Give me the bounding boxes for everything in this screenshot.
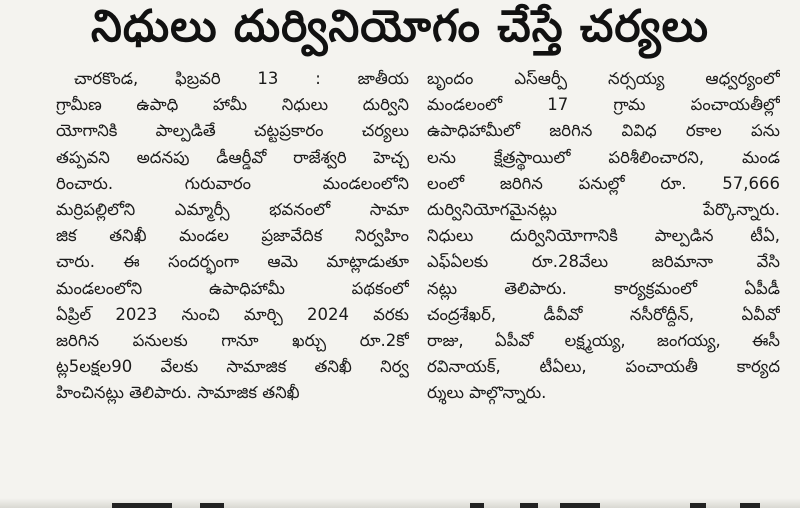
article-body (56, 66, 780, 486)
text-line: దుర్వినియోగమైనట్లు పేర్కొన్నారు. (427, 200, 780, 220)
cropped-text-mark (470, 503, 484, 508)
text-line: చారు. ఈ సందర్భంగా ఆమె మాట్లాడుతూ (56, 252, 409, 272)
text-line: చంద్రశేఖర్, డీవీవో నసీరోద్దీన్, ఏవీవో (427, 304, 780, 324)
text-line: నిధులు దుర్వినియోగానికి పాల్పడిన టీఏ, (427, 226, 780, 246)
text-line: ఏప్రిల్ 2023 నుంచి మార్చి 2024 వరకు (56, 304, 409, 324)
next-article-edge (0, 498, 800, 508)
text-line: గ్రామీణ ఉపాధి హామీ నిధులు దుర్విని (56, 95, 409, 115)
text-line: తప్పవని అదనపు డీఆర్డీవో రాజేశ్వరి హెచ్చ (56, 147, 409, 167)
cropped-text-mark (112, 503, 172, 508)
text-line: లను క్షేత్రస్థాయిలో పరిశీలించారని, మండ (427, 147, 780, 167)
text-line: లంలో జరిగిన పనుల్లో రూ. 57,666 (427, 173, 780, 193)
article-column-right (427, 66, 780, 486)
text-line: రవినాయక్, టీఏలు, పంచాయతీ కార్యద (427, 357, 780, 377)
cropped-text-mark (560, 503, 600, 508)
text-line: ఉపాధిహామీలో జరిగిన వివిధ రకాల పను (427, 121, 780, 141)
cropped-text-mark (690, 503, 706, 508)
text-line: మర్రిపల్లిలోని ఎమ్మార్సీ భవనంలో సామా (56, 200, 409, 220)
text-line: రించారు. గురువారం మండలంలోని (56, 173, 409, 193)
text-line: జరిగిన పనులకు గానూ ఖర్చు రూ.2కో (56, 331, 409, 351)
cropped-text-mark (520, 503, 538, 508)
text-line: ఎఫ్ఏలకు రూ.28వేలు జరిమానా వేసి (427, 252, 780, 272)
text-line: చారకొండ, ఫిబ్రవరి 13 : జాతీయ (74, 69, 409, 88)
text-line: బృందం ఎస్ఆర్పీ నర్సయ్య ఆధ్వర్యంలో (427, 69, 780, 88)
text-line: రాజు, ఏపీవో లక్ష్మయ్య, జంగయ్య, ఈసీ (427, 331, 780, 351)
text-line: మండలంలోని ఉపాధిహామీ పథకంలో (56, 278, 409, 298)
article-column-left (56, 66, 409, 486)
text-line: యోగానికి పాల్పడితే చట్టప్రకారం చర్యలు (56, 121, 409, 141)
text-line: ర్శులు పాల్గొన్నారు. (427, 383, 547, 403)
headline: నిధులు దుర్వినియోగం చేస్తే చర్యలు (90, 1, 710, 52)
cropped-text-mark (200, 503, 224, 508)
text-line: మండలంలో 17 గ్రామ పంచాయతీల్లో (427, 95, 780, 115)
text-line: ట్ల5లక్షల90 వేలకు సామాజిక తనిఖీ నిర్వ (56, 357, 409, 377)
cropped-text-mark (740, 503, 760, 508)
text-line: జిక తనిఖీ మండల ప్రజావేదిక నిర్వహిం (56, 226, 409, 246)
text-line: నట్లు తెలిపారు. కార్యక్రమంలో ఏపీడీ (427, 278, 780, 298)
text-line: హించినట్లు తెలిపారు. సామాజిక తనిఖీ (56, 383, 300, 403)
